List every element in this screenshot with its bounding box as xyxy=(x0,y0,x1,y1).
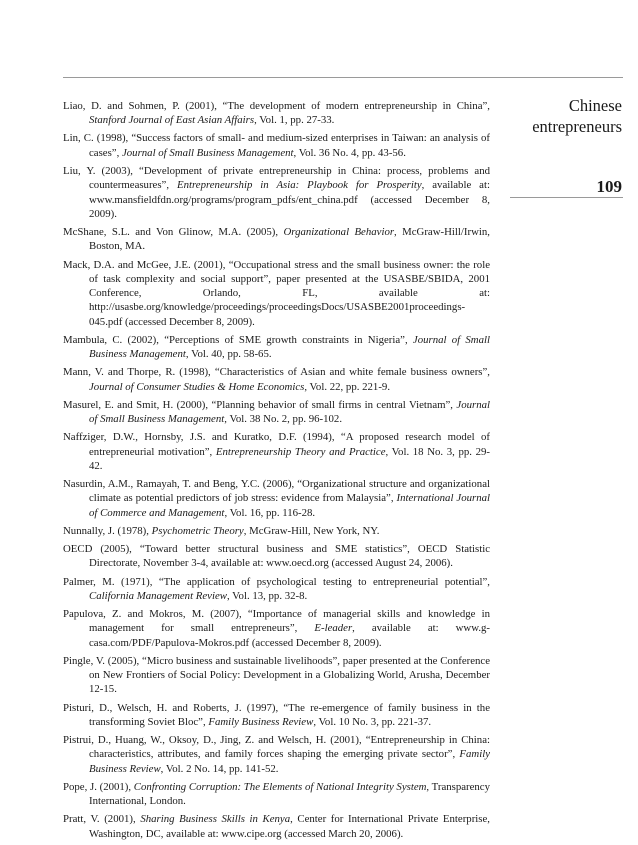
reference-text: Pope, J. (2001), xyxy=(63,780,134,793)
reference-source-title: Journal of Small Business Management xyxy=(89,398,490,426)
reference-source-title: Confronting Corruption: The Elements of National Integrity System xyxy=(133,780,427,793)
reference-entry xyxy=(63,398,490,427)
reference-source-title: Entrepreneurship in Asia: Playbook for Prosperity xyxy=(176,179,422,192)
reference-text: Pratt, V. (2001), xyxy=(63,813,141,826)
reference-source-title: International Journal of Commerce and Management xyxy=(89,492,490,519)
reference-text: Mambula, C. (2002), “Perceptions of SME growth constraints in Nigeria”, xyxy=(63,333,413,346)
reference-text: , Vol. 40, pp. 58-65. xyxy=(185,348,272,361)
reference-entry xyxy=(63,607,490,650)
reference-source-title: Journal of Small Business Management xyxy=(89,333,490,361)
reference-text: , Vol. 13, pp. 32-8. xyxy=(226,589,308,602)
reference-text: Mann, V. and Thorpe, R. (1998), “Characteristics of Asian and white female business owners”, xyxy=(63,366,490,379)
reference-text: , Vol. 10 No. 3, pp. 221-37. xyxy=(313,715,432,728)
reference-source-title: Family Business Review xyxy=(208,715,314,728)
reference-text: , Vol. 16, pp. 116-28. xyxy=(224,506,316,519)
reference-source-title: Entrepreneurship Theory and Practice xyxy=(215,445,386,458)
reference-text: , Vol. 38 No. 2, pp. 96-102. xyxy=(224,413,343,426)
reference-text: Nunnally, J. (1978), xyxy=(63,524,152,537)
reference-text: , Vol. 36 No. 4, pp. 43-56. xyxy=(293,146,406,159)
reference-text: Masurel, E. and Smit, H. (2000), “Planning behavior of small firms in central Vietnam”, xyxy=(63,398,457,411)
reference-text: Palmer, M. (1971), “The application of psychological testing to entrepreneurial potential”, xyxy=(63,575,490,588)
reference-entry xyxy=(63,131,490,160)
reference-source-title: Psychometric Theory xyxy=(151,524,244,537)
reference-text: Naffziger, D.W., Hornsby, J.S. and Kuratko, D.F. (1994), “A proposed research model of entrepreneurial motivation”, xyxy=(63,431,490,458)
reference-text: , Center for International Private Enterprise, Washington, DC, available at: www.cipe.org (accessed March 20, 2006). xyxy=(89,813,490,840)
reference-entry xyxy=(63,812,490,841)
reference-entry xyxy=(63,654,490,697)
reference-source-title: Journal of Consumer Studies & Home Economics xyxy=(89,380,305,393)
reference-text: Liu, Y. (2003), “Development of private entrepreneurship in China: process, problems and countermeasures”, xyxy=(63,164,490,192)
reference-text: , Vol. 2 No. 14, pp. 141-52. xyxy=(160,762,279,775)
reference-text: Pistrui, D., Huang, W., Oksoy, D., Jing, Z. and Welsch, H. (2001), “Entrepreneurship in China: characteristics, attributes, and family forces shaping the emerging private sector”, xyxy=(63,734,490,761)
reference-entry xyxy=(63,477,490,520)
reference-text: , McGraw-Hill/Irwin, Boston, MA. xyxy=(89,226,490,253)
reference-source-title: California Management Review xyxy=(89,589,227,602)
reference-text: Pingle, V. (2005), “Micro business and sustainable livelihoods”, paper presented at the Conference on New Frontiers of Social Policy: Development in a Globalizing World, Arusha, December 12-15. xyxy=(63,654,490,696)
reference-text: Nasurdin, A.M., Ramayah, T. and Beng, Y.C. (2006), “Organizational structure and organizational climate as potential predictors of job stress: evidence from Malaysia”, xyxy=(63,478,490,505)
reference-text: McShane, S.L. and Von Glinow, M.A. (2005), xyxy=(63,226,284,239)
reference-text: , Transparency International, London. xyxy=(89,780,490,808)
reference-text: Mack, D.A. and McGee, J.E. (2001), “Occupational stress and the small business owner: the role of task complexity and social support”, paper presented at the USASBE/SBIDA, 2001 Conference, Orlando, FL, available at: http://usasbe.org/knowledge/proceedings/proceedingsDocs/USASBE2001proceedings-045.pdf (accessed December 8, 2009). xyxy=(63,258,490,328)
reference-text: Lin, C. (1998), “Success factors of small- and medium-sized enterprises in Taiwan: an analysis of cases”, xyxy=(63,132,490,159)
reference-source-title: Sharing Business Skills in Kenya xyxy=(140,813,291,826)
reference-entry xyxy=(63,225,490,254)
page-number: 109 xyxy=(596,177,622,196)
reference-text: , McGraw-Hill, New York, NY. xyxy=(243,524,380,537)
running-head-line1: Chinese xyxy=(568,96,622,115)
reference-text: Liao, D. and Sohmen, P. (2001), “The development of modern entrepreneurship in China”, xyxy=(63,100,490,112)
reference-text: , Vol. 1, pp. 27-33. xyxy=(254,114,335,127)
running-head xyxy=(502,95,622,137)
reference-entry xyxy=(63,575,490,604)
reference-text: , available at: www.mansfieldfdn.org/programs/program_pdfs/ent_china.pdf (accessed December 8, 2009). xyxy=(89,179,490,220)
reference-text: , Vol. 22, pp. 221-9. xyxy=(304,380,391,393)
reference-list xyxy=(63,99,490,845)
running-head-line2: entrepreneurs xyxy=(532,117,622,136)
reference-entry xyxy=(63,365,490,394)
reference-entry xyxy=(63,542,490,571)
reference-text: , Vol. 18 No. 3, pp. 29-42. xyxy=(89,445,490,472)
reference-entry xyxy=(63,430,490,473)
reference-source-title: E-leader xyxy=(314,622,353,635)
reference-entry xyxy=(63,258,490,329)
page-number-rule xyxy=(510,197,623,198)
reference-entry xyxy=(63,780,490,809)
reference-entry xyxy=(63,733,490,776)
reference-text: , available at: www.g-casa.com/PDF/Papulova-Mokros.pdf (accessed December 8, 2009). xyxy=(89,622,491,649)
header-rule xyxy=(63,77,623,78)
reference-source-title: Stanford Journal of East Asian Affairs xyxy=(89,114,255,127)
reference-entry xyxy=(63,99,490,128)
reference-source-title: Organizational Behavior xyxy=(283,226,395,239)
reference-source-title: Family Business Review xyxy=(89,748,490,775)
reference-entry xyxy=(63,524,490,538)
reference-entry xyxy=(63,164,490,221)
reference-entry xyxy=(63,701,490,730)
reference-text: OECD (2005), “Toward better structural business and SME statistics”, OECD Statistic Directorate, November 3-4, available at: www.oecd.org (accessed August 24, 2006). xyxy=(63,543,490,570)
reference-text: Papulova, Z. and Mokros, M. (2007), “Importance of managerial skills and knowledge in management for small entrepreneurs”, xyxy=(63,608,490,635)
reference-entry xyxy=(63,333,490,362)
reference-source-title: Journal of Small Business Management xyxy=(121,146,294,159)
reference-text: Pisturi, D., Welsch, H. and Roberts, J. (1997), “The re-emergence of family business in the transforming Soviet Bloc”, xyxy=(63,701,490,728)
